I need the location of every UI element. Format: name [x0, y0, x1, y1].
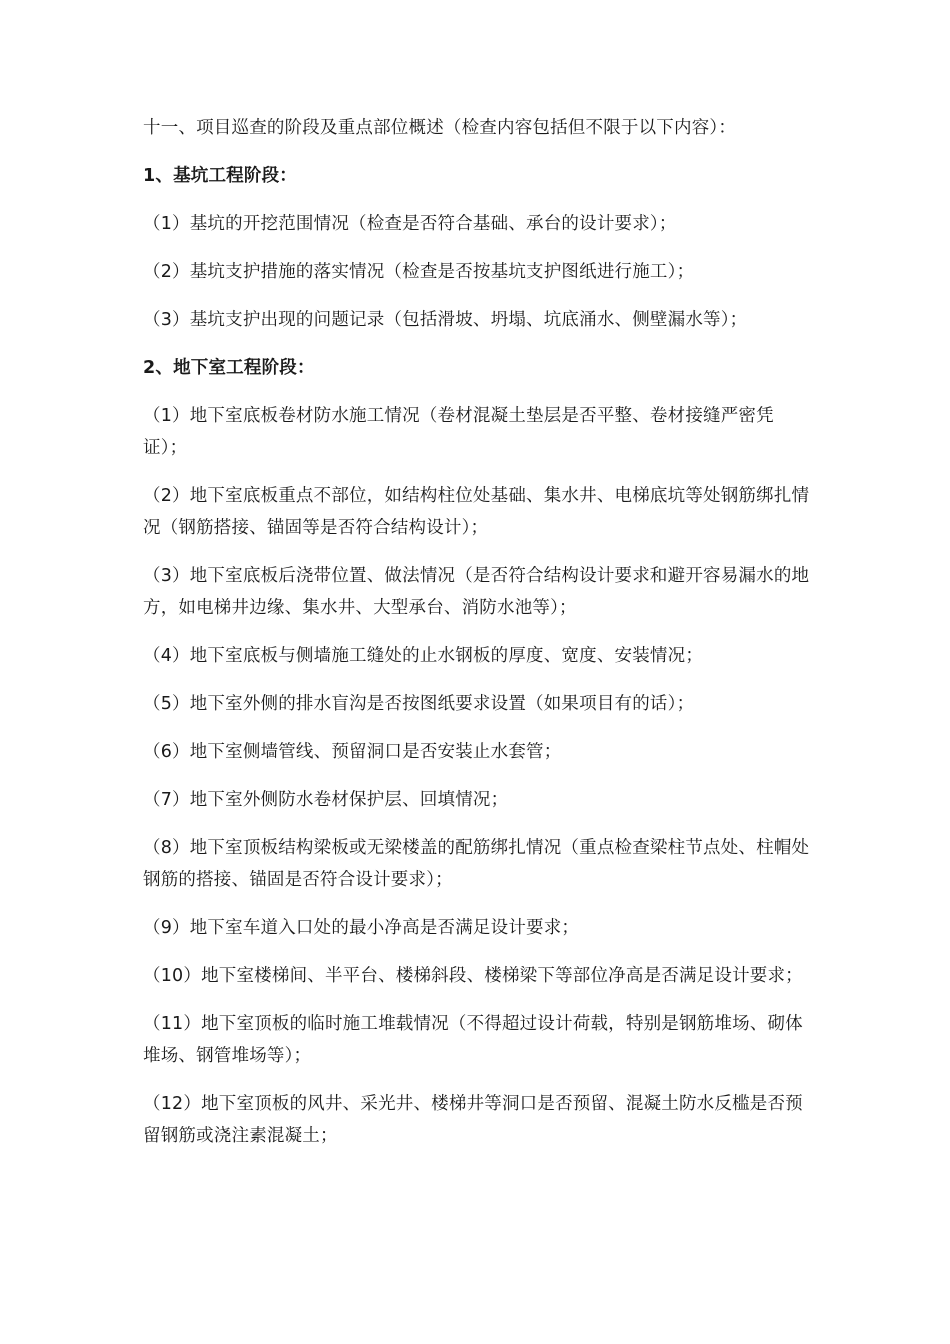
list-item: （4）地下室底板与侧墙施工缝处的止水钢板的厚度、宽度、安装情况；	[143, 646, 704, 666]
document-intro: 十一、项目巡查的阶段及重点部位概述（检查内容包括但不限于以下内容）：	[143, 118, 737, 138]
list-item: （6）地下室侧墙管线、预留洞口是否安装止水套管；	[143, 742, 562, 762]
section-heading-foundation-pit: 1、基坑工程阶段：	[143, 166, 297, 186]
list-item: （2）基坑支护措施的落实情况（检查是否按基坑支护图纸进行施工）；	[143, 262, 695, 282]
list-item: （1）基坑的开挖范围情况（检查是否符合基础、承台的设计要求）；	[143, 214, 677, 234]
list-item: （5）地下室外侧的排水盲沟是否按图纸要求设置（如果项目有的话）；	[143, 694, 695, 714]
list-item: （10）地下室楼梯间、半平台、楼梯斜段、楼梯梁下等部位净高是否满足设计要求；	[143, 966, 803, 986]
list-item: （3）地下室底板后浇带位置、做法情况（是否符合结构设计要求和避开容易漏水的地方，如电梯井边缘、集水井、大型承台、消防水池等）；	[143, 566, 810, 618]
list-item: （9）地下室车道入口处的最小净高是否满足设计要求；	[143, 918, 580, 938]
list-item: （12）地下室顶板的风井、采光井、楼梯井等洞口是否预留、混凝土防水反槛是否预留钢筋或浇注素混凝土；	[143, 1094, 803, 1146]
list-item: （7）地下室外侧防水卷材保护层、回填情况；	[143, 790, 509, 810]
list-item: （8）地下室顶板结构梁板或无梁楼盖的配筋绑扎情况（重点检查梁柱节点处、柱帽处钢筋的搭接、锚固是否符合设计要求）；	[143, 838, 810, 890]
list-item: （2）地下室底板重点不部位，如结构柱位处基础、集水井、电梯底坑等处钢筋绑扎情况（钢筋搭接、锚固等是否符合结构设计）；	[143, 486, 810, 538]
document-page	[143, 112, 815, 1168]
section-heading-basement: 2、地下室工程阶段：	[143, 358, 315, 378]
list-item: （3）基坑支护出现的问题记录（包括滑坡、坍塌、坑底涌水、侧壁漏水等）；	[143, 310, 748, 330]
list-item: （1）地下室底板卷材防水施工情况（卷材混凝土垫层是否平整、卷材接缝严密凭证）；	[143, 406, 774, 458]
list-item: （11）地下室顶板的临时施工堆载情况（不得超过设计荷载，特别是钢筋堆场、砌体堆场、钢管堆场等）；	[143, 1014, 803, 1066]
